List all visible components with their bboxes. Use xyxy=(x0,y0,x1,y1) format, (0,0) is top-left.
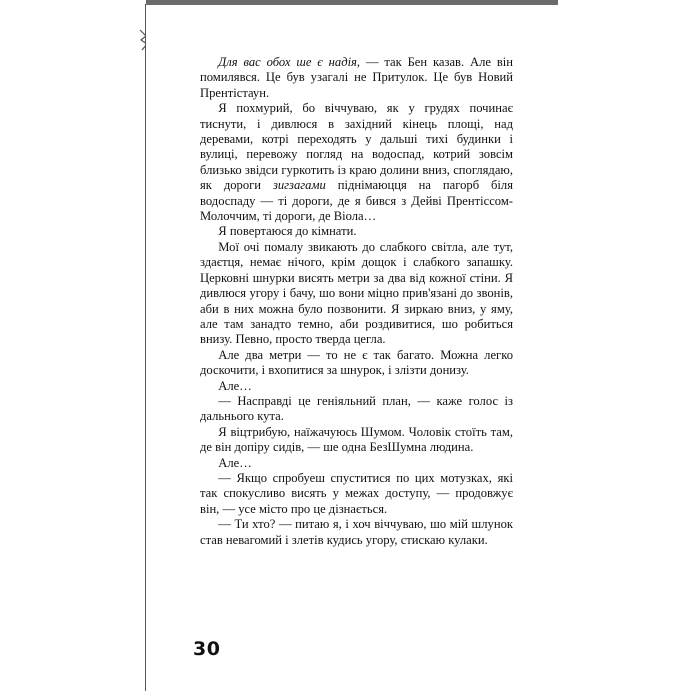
paragraph xyxy=(200,394,513,425)
emphasis-text: Для вас обох ше є надія xyxy=(218,55,357,69)
body-text: — Ти хто? — питаю я, і хоч віччуваю, шо мій шлунок став невагомий і злетів кудись угору, стискаю кулаки. xyxy=(200,517,513,547)
body-text: піднімаюцця на пагорб біля водоспаду — ті дороги, де я бився з Дейві Прентіссом-Молоччим, ті дороги, де Віола… xyxy=(200,178,513,224)
page-number: 30 xyxy=(193,638,221,660)
body-text: Але два метри — то не є так багато. Можна легко доскочити, і вхопитися за шнурок, і злізти донизу. xyxy=(200,347,513,378)
paragraph xyxy=(200,55,513,101)
emphasis-text: зигзагами xyxy=(272,178,326,193)
paragraph xyxy=(200,517,513,548)
paragraph xyxy=(200,379,513,394)
paragraph xyxy=(200,224,513,239)
paragraph xyxy=(200,101,513,224)
paragraph xyxy=(200,471,513,517)
paragraph xyxy=(200,348,513,379)
body-text: Мої очі помалу звикають до слабкого світла, але тут, здаєтця, немає нічого, крім дощок і слабкого запашку. Церковні шнурки висять метри за два від кожної стіни. Я дивлюся угору і бачу, шо вони міцно прив'язані до звонів, аби в них можна було позвонити. Я зиркаю вниз, у яму, але там занадто темно, аби роздивитися, шо робиться внизу. Певно, просто тверда цегла. xyxy=(200,239,513,347)
paragraph xyxy=(200,425,513,456)
body-text: Я повертаюся до кімнати. xyxy=(218,224,357,239)
right-margin-area xyxy=(558,0,700,690)
body-text: — Насправді це геніяльний план, — каже голос із дальнього кута. xyxy=(200,393,513,424)
paragraph xyxy=(200,456,513,471)
book-page xyxy=(146,5,558,690)
body-text: Я віцтрибую, наїжачуюсь Шумом. Чоловік стоїть там, де він допіру сидів, — ше одна БезШумна людина. xyxy=(200,424,513,455)
body-text: — Якщо спробуеш спуститися по цих мотузках, які так спокусливо висять у межах доступу, — продовжує він, — усе місто про це дізнається. xyxy=(200,470,513,516)
body-text: Але… xyxy=(218,455,252,470)
page-text-column xyxy=(200,55,513,548)
body-text: Але… xyxy=(218,378,252,393)
paragraph xyxy=(200,240,513,348)
body-text: Я похмурий, бо віччуваю, як у грудях починає тиснути, і дивлюся в західний кінець площі, над деревами, котрі переходять у дальші тихі будинки і вулиці, перевожу погляд на водоспад, котрий зовсім близько звідси гуркотить із краю долини вниз, споглядаю, як дороги xyxy=(200,101,513,193)
body-text: , — так Бен казав. Але він помилявся. Це був узагалі не Притулок. Це був Новий Прентістаун. xyxy=(200,55,514,100)
